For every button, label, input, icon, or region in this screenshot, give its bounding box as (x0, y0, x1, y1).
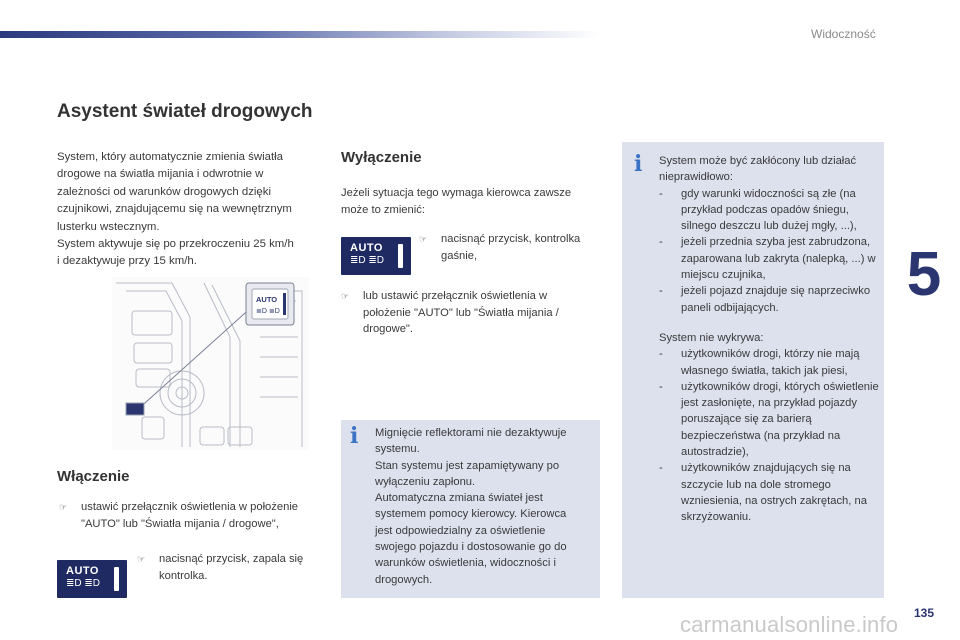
not-detect-item: - użytkowników znajdujących się na szczycie lub na dole stromego wzniesienia, na ostrych zakrętach, na skrzyżowaniu. (659, 462, 867, 524)
page-number: 135 (914, 606, 935, 620)
disable-step-2: ☞ lub ustawić przełącznik oświetlenia w położenie "AUTO" lub "Światła mijania / drogowe". (341, 290, 559, 335)
disturb-item: - gdy warunki widoczności są złe (na przykład podczas opadów śniegu, silnego deszczu lub dużej mgły, ...), (659, 187, 857, 233)
pointer-icon: ☞ (419, 234, 428, 244)
info-limitations-text: System może być zakłócony lub działać nieprawidłowo: - gdy warunki widoczności są złe (na przykład podczas opadów śniegu, silnego deszczu lub dużej mgły, ...), - jeżeli przednia szyba jest zabrudzona, zaparowana lub zakryta (nalepką, ...) w miejscu czujnika, - jeżeli pojazd znajduje się naprzeciwko paneli odbijających. System nie wykrywa: - użytkowników drogi, którzy nie mają własnego światła, takich jak piesi, - użytkowników drogi, których oświetlenie jest zasłonięte, na przykład pojazdy poruszające się za barierą bezpieczeństwa (na przykład na autostradzie), - użytkowników znajdujących się na szczycie lub na dole stromego wzniesienia, na ostrych zakrętach, na skrzyżowaniu. (659, 153, 879, 526)
page-title: Asystent świateł drogowych (57, 101, 313, 122)
info-icon: i (634, 151, 643, 177)
auto-light-button-image: AUTO ≣D ≣D (57, 560, 127, 598)
disturb-item: - jeżeli pojazd znajduje się naprzeciwko paneli odbijających. (659, 285, 871, 314)
info-icon: i (350, 423, 359, 449)
auto-light-button-image: AUTO ≣D ≣D (341, 237, 411, 275)
chapter-number: 5 (906, 240, 942, 309)
info-memory-text: Mignięcie reflektorami nie dezaktywuje systemu. Stan systemu jest zapamiętywany po wyłączeniu zapłonu. Automatyczna zmiana świateł jest systemem pomocy kierowcy. Kierowca jest odpowiedzialny za oświetlenie swojego pojazdu i dostosowanie go do warunków oświetlenia, widoczności i drogowych. (375, 427, 567, 586)
info-box-memory (341, 420, 600, 598)
enable-step-1: ☞ ustawić przełącznik oświetlenia w położenie "AUTO" lub "Światła mijania / drogowe", (59, 501, 299, 530)
disable-title: Wyłączenie (341, 149, 422, 166)
intro-text: System, który automatycznie zmienia światła drogowe na światła mijania i odwrotnie w zależności od warunków drogowych dzięki czujnikowi, znajdującemu się na wewnętrznym lusterku wstecznym. System aktywuje się po przekroczeniu 25 km/h i dezaktywuje przy 15 km/h. (57, 151, 294, 268)
not-detect-item: - użytkowników drogi, którzy nie mają własnego światła, takich jak piesi, (659, 348, 860, 377)
disable-lead: Jeżeli sytuacja tego wymaga kierowca zawsze może to zmienić: (341, 187, 572, 216)
high-beam-icon: ≣D ≣D (350, 255, 384, 266)
enable-title: Włączenie (57, 468, 130, 485)
watermark: carmanualsonline.info (680, 612, 899, 637)
svg-text:≣D ≣D: ≣D ≣D (256, 308, 280, 315)
pointer-icon: ☞ (59, 502, 68, 512)
pointer-icon: ☞ (341, 291, 350, 301)
header-bar (0, 31, 600, 38)
disable-step-1: ☞ nacisnąć przycisk, kontrolka gaśnie, (419, 233, 581, 262)
section-label: Widoczność (811, 27, 876, 41)
console-illustration (112, 277, 309, 450)
indicator-light (398, 244, 403, 268)
disturb-item: - jeżeli przednia szyba jest zabrudzona, zaparowana lub zakryta (nalepką, ...) w miejscu czujnika, (659, 236, 876, 282)
illus-button-marker (126, 403, 144, 415)
svg-text:AUTO: AUTO (256, 295, 278, 304)
not-detect-item: - użytkowników drogi, których oświetlenie jest zasłonięte, na przykład pojazdy poruszające się za barierą bezpieczeństwa (na przykład na autostradzie), (659, 380, 879, 459)
enable-step-2: ☞ nacisnąć przycisk, zapala się kontrolka. (137, 553, 304, 582)
indicator-light (114, 567, 119, 591)
pointer-icon: ☞ (137, 554, 146, 564)
info-box-limitations (622, 142, 884, 598)
high-beam-icon: ≣D ≣D (66, 578, 100, 589)
